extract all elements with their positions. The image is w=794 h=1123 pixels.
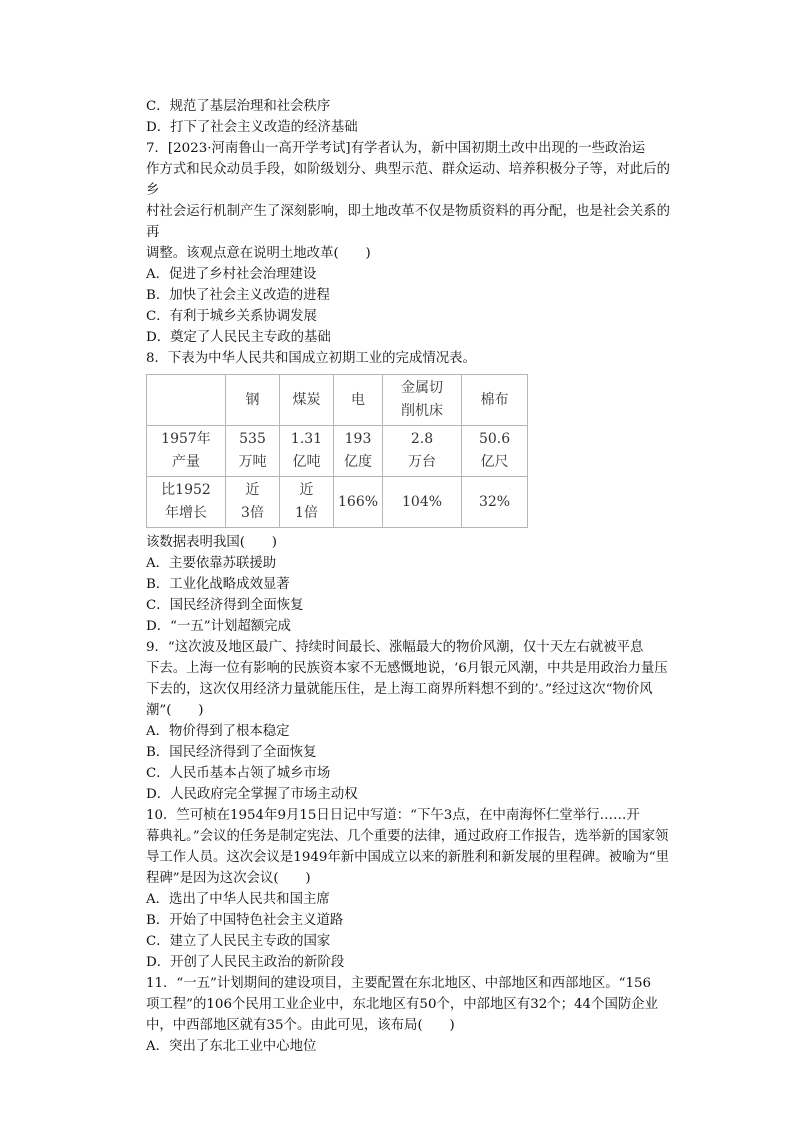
table-header-cell: 棉布 bbox=[462, 375, 528, 426]
option-a: A．主要依靠苏联援助 bbox=[146, 556, 277, 571]
question-text-line: 作方式和民众动员手段，如阶级划分、典型示范、群众运动、培养积极分子等，对此后的乡 bbox=[146, 162, 670, 198]
question-text-line: 项工程”的106个民用工业企业中，东北地区有50个，中部地区有32个；44个国防企业 bbox=[146, 997, 659, 1012]
option-a: A．促进了乡村社会治理建设 bbox=[146, 267, 317, 282]
option-b: B．工业化战略成效显著 bbox=[146, 577, 290, 592]
question-intro: 8．下表为中华人民共和国成立初期工业的完成情况表。 bbox=[146, 351, 476, 366]
option-d: D．打下了社会主义改造的经济基础 bbox=[146, 120, 358, 135]
question-text-line: 导工作人员。这次会议是1949年新中国成立以来的新胜利和新发展的里程碑。被喻为“里 bbox=[146, 850, 669, 865]
question-text-line: 10．竺可桢在1954年9月15日日记中写道：“下午3点，在中南海怀仁堂举行……开 bbox=[146, 808, 640, 823]
question-7 bbox=[146, 138, 670, 348]
option-d: D．奠定了人民民主专政的基础 bbox=[146, 330, 331, 345]
question-text-line: 中，中西部地区就有35个。由此可见，该布局( ) bbox=[146, 1018, 455, 1033]
question-text-line: 调整。该观点意在说明土地改革( ) bbox=[146, 246, 371, 261]
question-6-options bbox=[146, 96, 670, 138]
question-text-line: 潮”( ) bbox=[146, 703, 204, 718]
table-cell: 104% bbox=[383, 477, 462, 528]
question-text-line: 程碑”是因为这次会议( ) bbox=[146, 871, 311, 886]
question-8 bbox=[146, 348, 670, 637]
question-text-line: 村社会运行机制产生了深刻影响，即土地改革不仅是物质资料的再分配，也是社会关系的再 bbox=[146, 204, 670, 240]
option-c: C．国民经济得到全面恢复 bbox=[146, 598, 304, 613]
table-cell: 193 亿度 bbox=[334, 426, 383, 477]
table-row bbox=[147, 477, 528, 528]
question-stem: 该数据表明我国( ) bbox=[146, 535, 277, 550]
table-header-cell bbox=[147, 375, 226, 426]
option-d: D．“一五”计划超额完成 bbox=[146, 619, 291, 634]
question-10 bbox=[146, 805, 670, 973]
question-text-line: 9．“这次波及地区最广、持续时间最长、涨幅最大的物价风潮，仅十天左右就被平息 bbox=[146, 640, 644, 655]
table-header-row bbox=[147, 375, 528, 426]
question-text-line: 7．[2023·河南鲁山一高开学考试]有学者认为，新中国初期土改中出现的一些政治运 bbox=[146, 141, 646, 156]
option-c: C．有利于城乡关系协调发展 bbox=[146, 309, 317, 324]
question-text-line: 11．“一五”计划期间的建设项目，主要配置在东北地区、中部地区和西部地区。“156 bbox=[146, 976, 652, 991]
option-d: D．人民政府完全掌握了市场主动权 bbox=[146, 787, 358, 802]
option-a: A．选出了中华人民共和国主席 bbox=[146, 892, 330, 907]
question-9 bbox=[146, 637, 670, 805]
exam-page bbox=[146, 96, 670, 1057]
table-cell: 1.31 亿吨 bbox=[280, 426, 334, 477]
table-cell: 50.6 亿尺 bbox=[462, 426, 528, 477]
option-b: B．国民经济得到了全面恢复 bbox=[146, 745, 317, 760]
industry-completion-table bbox=[146, 374, 528, 528]
table-header-cell: 钢 bbox=[226, 375, 280, 426]
table-cell: 535 万吨 bbox=[226, 426, 280, 477]
table-cell: 1957年 产量 bbox=[147, 426, 226, 477]
question-text-line: 幕典礼。”会议的任务是制定宪法、几个重要的法律，通过政府工作报告，选举新的国家领 bbox=[146, 829, 669, 844]
question-text-line: 下去的，这次仅用经济力量就能压住，是上海工商界所料想不到的’。”经过这次“物价风 bbox=[146, 682, 653, 697]
table-header-cell: 煤炭 bbox=[280, 375, 334, 426]
option-b: B．开始了中国特色社会主义道路 bbox=[146, 913, 344, 928]
table-row bbox=[147, 426, 528, 477]
table-header-cell: 金属切 削机床 bbox=[383, 375, 462, 426]
question-11 bbox=[146, 973, 670, 1057]
table-cell: 比1952 年增长 bbox=[147, 477, 226, 528]
table-cell: 近 1倍 bbox=[280, 477, 334, 528]
option-a: A．物价得到了根本稳定 bbox=[146, 724, 290, 739]
table-cell: 166% bbox=[334, 477, 383, 528]
option-c: C．建立了人民民主专政的国家 bbox=[146, 934, 331, 949]
option-d: D．开创了人民民主政治的新阶段 bbox=[146, 955, 345, 970]
option-c: C．人民币基本占领了城乡市场 bbox=[146, 766, 331, 781]
option-c: C．规范了基层治理和社会秩序 bbox=[146, 99, 331, 114]
table-cell: 32% bbox=[462, 477, 528, 528]
option-a: A．突出了东北工业中心地位 bbox=[146, 1039, 317, 1054]
table-cell: 近 3倍 bbox=[226, 477, 280, 528]
table-header-cell: 电 bbox=[334, 375, 383, 426]
option-b: B．加快了社会主义改造的进程 bbox=[146, 288, 330, 303]
table-cell: 2.8 万台 bbox=[383, 426, 462, 477]
question-text-line: 下去。上海一位有影响的民族资本家不无感慨地说，‘6月银元风潮，中共是用政治力量压 bbox=[146, 661, 668, 676]
